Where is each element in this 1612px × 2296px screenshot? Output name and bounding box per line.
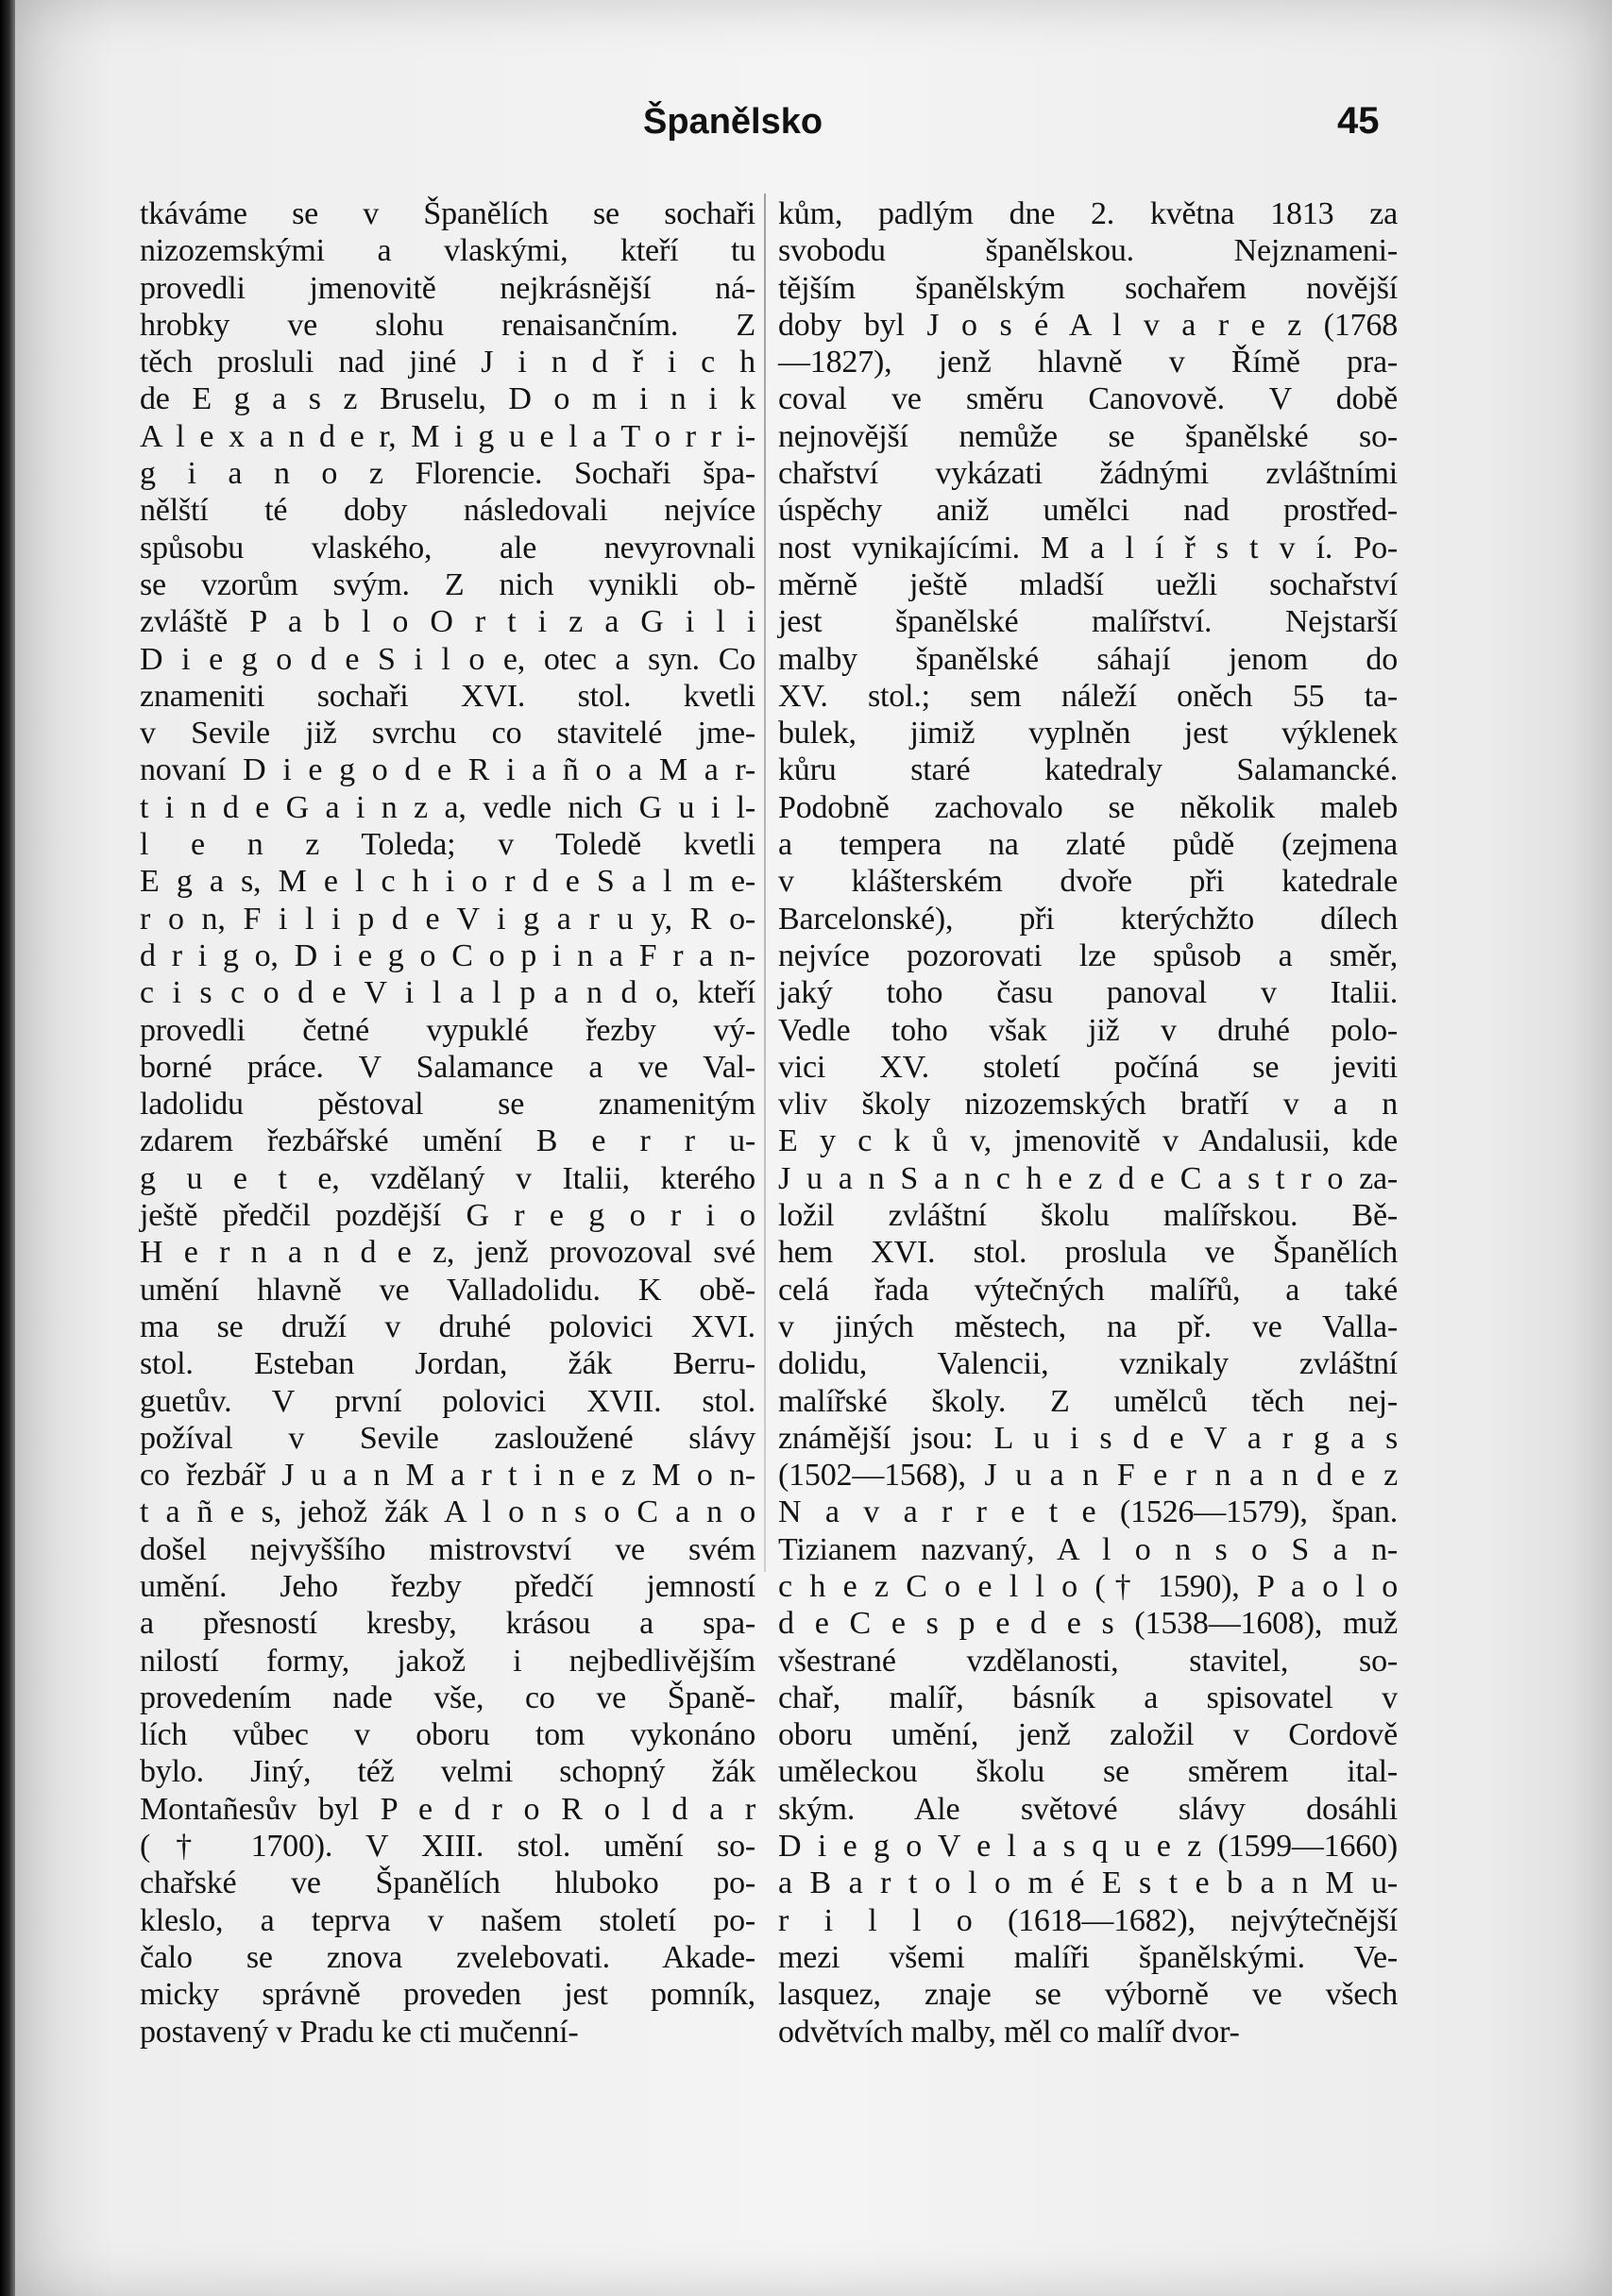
- text-line: nilostí formy, jakož i nejbedlivějším: [140, 1643, 755, 1679]
- text-line: c h e z C o e l l o († 1590), P a o l o: [778, 1568, 1398, 1604]
- text-line: umění. Jeho řezby předčí jemností: [140, 1568, 755, 1604]
- text-line: Podobně zachovalo se několik maleb: [778, 789, 1398, 825]
- text-line: dolidu, Valencii, vznikaly zvláštní: [778, 1346, 1398, 1382]
- text-line: spůsobu vlaského, ale nevyrovnali: [140, 530, 755, 566]
- scan-left-edge: [0, 0, 15, 2296]
- text-line: bulek, jimiž vyplněn jest výklenek: [778, 716, 1398, 751]
- text-line: nejnovější nemůže se španělské so-: [778, 418, 1398, 454]
- text-line: a přesností kresby, krásou a spa-: [140, 1606, 755, 1642]
- text-line: ským. Ale světové slávy dosáhli: [778, 1791, 1398, 1827]
- text-line: vliv školy nizozemských bratří v a n: [778, 1087, 1398, 1123]
- text-line: zvláště P a b l o O r t i z a G i l i: [140, 604, 755, 640]
- text-line: odvětvích malby, měl co malíř dvor-: [778, 2014, 1240, 2050]
- text-line: lích vůbec v oboru tom vykonáno: [140, 1717, 755, 1753]
- text-line: jest španělské malířství. Nejstarší: [778, 604, 1398, 640]
- text-line: nost vynikajícími. M a l í ř s t v í. Po-: [778, 530, 1398, 566]
- text-line: uměleckou školu se směrem ital-: [778, 1754, 1398, 1790]
- text-line: guetův. V první polovici XVII. stol.: [140, 1383, 755, 1419]
- text-line: r i l l o (1618—1682), nejvýtečnější: [778, 1902, 1398, 1938]
- text-line: micky správně proveden jest pomník,: [140, 1977, 755, 2013]
- text-line: E g a s, M e l c h i o r d e S a l m e-: [140, 864, 755, 900]
- text-line: Tizianem nazvaný, A l o n s o S a n-: [778, 1531, 1398, 1567]
- text-line: čalo se znova zvelebovati. Akade-: [140, 1939, 755, 1975]
- text-line: D i e g o d e S i l o e, otec a syn. Co: [140, 641, 755, 677]
- text-line: kůru staré katedraly Salamancké.: [778, 752, 1398, 788]
- text-line: E y c k ů v, jmenovitě v Andalusii, kde: [778, 1123, 1398, 1159]
- text-line: v Sevile již svrchu co stavitelé jme-: [140, 716, 755, 751]
- text-line: hem XVI. stol. proslula ve Španělích: [778, 1235, 1398, 1271]
- text-line: umění hlavně ve Valladolidu. K obě-: [140, 1272, 755, 1308]
- text-line: v jiných městech, na př. ve Valla-: [778, 1308, 1398, 1344]
- text-line: došel nejvyššího mistrovství ve svém: [140, 1531, 755, 1567]
- text-line: nělští té doby následovali nejvíce: [140, 493, 755, 529]
- text-line: H e r n a n d e z, jenž provozoval své: [140, 1235, 755, 1271]
- text-line: chařství vykázati žádnými zvláštními: [778, 456, 1398, 492]
- text-line: známější jsou: L u i s d e V a r g a s: [778, 1420, 1398, 1456]
- page-number: 45: [1337, 100, 1380, 142]
- text-line: bylo. Jiný, též velmi schopný žák: [140, 1754, 755, 1790]
- text-line: kům, padlým dne 2. května 1813 za: [778, 196, 1398, 231]
- text-line: malby španělské sáhají jenom do: [778, 641, 1398, 677]
- text-line: tkáváme se v Španělích se sochaři: [140, 196, 755, 231]
- text-line: úspěchy aniž umělci nad prostřed-: [778, 493, 1398, 529]
- column-divider: [764, 194, 766, 1572]
- text-line: se vzorům svým. Z nich vynikli ob-: [140, 566, 755, 602]
- text-line: vici XV. století počíná se jeviti: [778, 1049, 1398, 1085]
- text-line: provedením nade vše, co ve Španě-: [140, 1680, 755, 1715]
- text-line: († 1700). V XIII. stol. umění so-: [140, 1829, 755, 1865]
- text-line: (1502—1568), J u a n F e r n a n d e z: [778, 1458, 1398, 1494]
- right-text-column: [778, 195, 1398, 2051]
- text-line: svobodu španělskou. Nejznameni-: [778, 233, 1398, 269]
- left-text-column: [140, 195, 755, 2051]
- text-line: ložil zvláštní školu malířskou. Bě-: [778, 1198, 1398, 1234]
- text-line: kleslo, a teprva v našem století po-: [140, 1902, 755, 1938]
- text-line: nejvíce pozorovati lze spůsob a směr,: [778, 937, 1398, 973]
- text-line: coval ve směru Canovově. V době: [778, 381, 1398, 417]
- text-line: borné práce. V Salamance a ve Val-: [140, 1049, 755, 1085]
- text-line: t i n d e G a i n z a, vedle nich G u i l-: [140, 789, 755, 825]
- text-line: D i e g o V e l a s q u e z (1599—1660): [778, 1829, 1398, 1865]
- text-line: chařské ve Španělích hluboko po-: [140, 1866, 755, 1901]
- text-line: chař, malíř, básník a spisovatel v: [778, 1680, 1398, 1715]
- text-line: stol. Esteban Jordan, žák Berru-: [140, 1346, 755, 1382]
- text-line: hrobky ve slohu renaisančním. Z: [140, 307, 755, 343]
- text-line: d e C e s p e d e s (1538—1608), muž: [778, 1606, 1398, 1642]
- text-line: jaký toho času panoval v Italii.: [778, 975, 1398, 1011]
- text-line: celá řada výtečných malířů, a také: [778, 1272, 1398, 1308]
- text-line: ma se druží v druhé polovici XVI.: [140, 1308, 755, 1344]
- text-line: lasquez, znaje se výborně ve všech: [778, 1977, 1398, 2013]
- text-line: d r i g o, D i e g o C o p i n a F r a n-: [140, 937, 755, 973]
- text-line: ještě předčil pozdější G r e g o r i o: [140, 1198, 755, 1234]
- text-line: zdarem řezbářské umění B e r r u-: [140, 1123, 755, 1159]
- text-line: N a v a r r e t e (1526—1579), špan.: [778, 1494, 1398, 1530]
- text-line: požíval v Sevile zasloužené slávy: [140, 1420, 755, 1456]
- text-line: Montañesův byl P e d r o R o l d a r: [140, 1791, 755, 1827]
- text-line: J u a n S a n c h e z d e C a s t r o za-: [778, 1160, 1398, 1196]
- text-line: c i s c o d e V i l a l p a n d o, kteří: [140, 975, 755, 1011]
- text-line: a tempera na zlaté půdě (zejmena: [778, 827, 1398, 863]
- book-page: [15, 0, 1612, 2296]
- text-line: co řezbář J u a n M a r t i n e z M o n-: [140, 1458, 755, 1494]
- text-line: provedli jmenovitě nejkrásnější ná-: [140, 270, 755, 306]
- text-line: tějším španělským sochařem novější: [778, 270, 1398, 306]
- text-line: mezi všemi malíři španělskými. Ve-: [778, 1939, 1398, 1975]
- text-line: r o n, F i l i p d e V i g a r u y, R o-: [140, 901, 755, 937]
- text-line: nizozemskými a vlaskými, kteří tu: [140, 233, 755, 269]
- text-line: —1827), jenž hlavně v Římě pra-: [778, 345, 1398, 380]
- running-head: Španělsko: [643, 102, 823, 142]
- text-line: de E g a s z Bruselu, D o m i n i k: [140, 381, 755, 417]
- text-line: všestrané vzdělanosti, stavitel, so-: [778, 1643, 1398, 1679]
- text-line: g i a n o z Florencie. Sochaři špa-: [140, 456, 755, 492]
- text-line: měrně ještě mladší uežli sochařství: [778, 566, 1398, 602]
- text-line: a B a r t o l o m é E s t e b a n M u-: [778, 1866, 1398, 1901]
- text-line: provedli četné vypuklé řezby vý-: [140, 1012, 755, 1048]
- text-line: ladolidu pěstoval se znamenitým: [140, 1087, 755, 1123]
- text-line: v klášterském dvoře při katedrale: [778, 864, 1398, 900]
- text-line: novaní D i e g o d e R i a ñ o a M a r-: [140, 752, 755, 788]
- text-line: A l e x a n d e r, M i g u e l a T o r r i-: [140, 418, 755, 454]
- text-line: l e n z Toleda; v Toledě kvetli: [140, 827, 755, 863]
- text-line: oboru umění, jenž založil v Cordově: [778, 1717, 1398, 1753]
- text-line: g u e t e, vzdělaný v Italii, kterého: [140, 1160, 755, 1196]
- text-line: t a ñ e s, jehož žák A l o n s o C a n o: [140, 1494, 755, 1530]
- text-line: znameniti sochaři XVI. stol. kvetli: [140, 678, 755, 714]
- text-line: postavený v Pradu ke cti mučenní-: [140, 2014, 579, 2050]
- text-line: Barcelonské), při kterýchžto dílech: [778, 901, 1398, 937]
- text-line: těch prosluli nad jiné J i n d ř i c h: [140, 345, 755, 380]
- text-line: XV. stol.; sem náleží oněch 55 ta-: [778, 678, 1398, 714]
- text-line: malířské školy. Z umělců těch nej-: [778, 1383, 1398, 1419]
- text-line: doby byl J o s é A l v a r e z (1768: [778, 307, 1398, 343]
- text-line: Vedle toho však již v druhé polo-: [778, 1012, 1398, 1048]
